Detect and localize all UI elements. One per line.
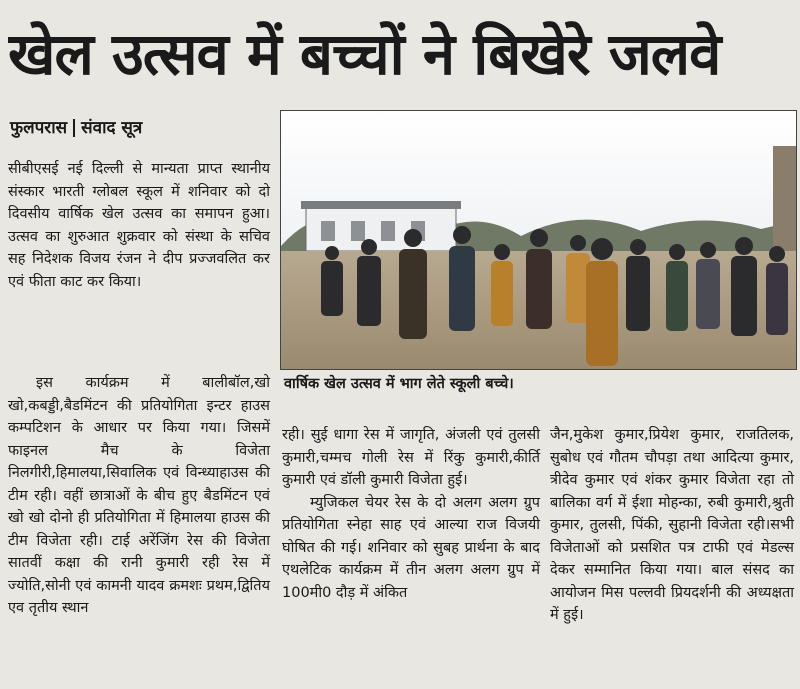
article-paragraph-3: रही। सुई धागा रेस में जागृति, अंजली एवं तुलसी कुमारी,चम्मच गोली रेस में रिंकु कुमारी,कीर्ति कुमारी एवं डॉली कुमारी विजेता हुई। xyxy=(282,427,540,488)
headline: खेल उत्सव में बच्चों ने बिखेरे जलवे xyxy=(8,20,721,88)
article-column-3 xyxy=(550,424,794,627)
byline-separator xyxy=(73,119,75,137)
article-paragraph-2: इस कार्यक्रम में बालीबॉल,खो खो,कबड्डी,बैडमिंटन की प्रतियोगिता इन्टर हाउस कम्पटिशन के आधार पर किया गया। जिसमें फाइनल मैच के विजेता निलगीरी,हिमालया,सिवालिक एवं विन्ध्याहाउस की टीम रही। वहीं छात्राओं के बीच हुए बैडमिंटन एवं खो खो दोनो ही प्रतियोगिता में हिमालया हाउस की टीम विजेता रही। टाई अरेंजिंग रेस की विजेता सातवीं कक्षा की रानी कुमारी रही रेस में ज्योति,सोनी एवं कामनी यादव क्रमशः प्रथम,द्वितिय एव तृतीय स्थान xyxy=(8,375,270,616)
article-paragraph-1: सीबीएसई नई दिल्ली से मान्यता प्राप्त स्थानीय संस्कार भारती ग्लोबल स्कूल में शनिवार को दो दिवसीय वार्षिक खेल उत्सव का समापन हुआ। उत्सव का शुरुआत शुक्रवार को संस्था के सचिव सह निदेशक विजय रंजन ने दीप प्रज्जवलित कर एवं फीता काट कर किया। xyxy=(8,161,270,290)
article-column-2 xyxy=(282,424,540,604)
byline-place: फुलपरास xyxy=(10,118,68,138)
news-photo-image xyxy=(281,111,796,369)
photo-caption: वार्षिक खेल उत्सव में भाग लेते स्कूली बच्चे। xyxy=(284,376,514,392)
article-paragraph-5: जैन,मुकेश कुमार,प्रियेश कुमार, राजतिलक, सुबोध एवं गौतम चौपड़ा तथा आदित्या कुमार, त्रीदेव कुमार एवं शंकर कुमार विजेता रहा तो बालिका वर्ग में ईशा मोहन्का, रुबी कुमारी,श्रुती कुमार, तुलसी, पिंकी, सुहानी विजेता रही।सभी विजेताओं को प्रसशित पत्र टाफी एवं मेडल्स देकर सम्मानित किया गया। बाल संसद का आयोजन मिस पल्लवी प्रियदर्शनी की अध्यक्षता में हुई। xyxy=(550,427,794,623)
byline xyxy=(10,115,142,141)
article-column-1-bottom xyxy=(8,372,270,620)
news-photo xyxy=(280,110,797,370)
article-column-1-top xyxy=(8,158,270,293)
byline-source: संवाद सूत्र xyxy=(81,118,143,138)
article-paragraph-4: म्युजिकल चेयर रेस के दो अलग अलग ग्रुप प्रतियोगिता स्नेहा साह एवं आल्या राज विजयी घोषित की गई। शनिवार को सुबह प्रार्थना के बाद एथलेटिक कार्यक्रम में तीन अलग अलग ग्रुप में 100मी0 दौड़ में अंकित xyxy=(282,494,540,601)
